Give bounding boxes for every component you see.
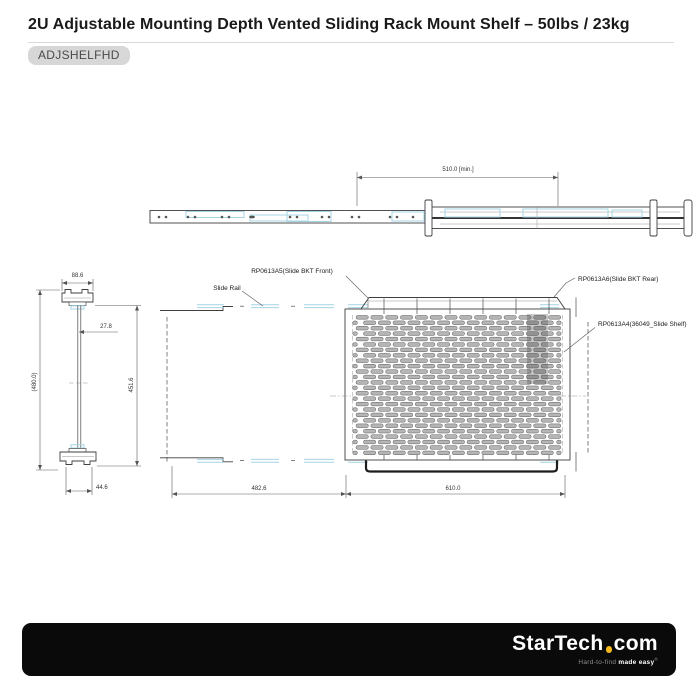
dim-mount-height: 451.6 [129,377,135,393]
tagline-bold: made easy [618,659,655,667]
sku-badge: ADJSHELFHD [28,46,130,65]
slide-rail-side-view [150,167,692,236]
tagline-gray: Hard-to-find [578,659,617,667]
slide-rail-label: Slide Rail [213,285,241,292]
dim-shelf-width: 610.0 [445,486,461,492]
dim-overall-height: (480.0) [32,372,38,392]
dim-rail-length: 482.6 [251,486,267,492]
rail-hidden-lines-top [197,305,559,308]
dim-hole-offset: 27.8 [100,324,112,330]
shelf-top-view [160,268,687,498]
dim-min-depth: 510.0 [min.] [442,167,474,173]
front-bracket [361,298,565,310]
tagline-mark: ® [654,656,658,662]
vent-dark-band [527,314,548,384]
dim-flange-width: 88.6 [71,273,84,279]
rear-bracket [366,461,557,472]
shelf-label: RP0613A4(36049_Slide Shelf) [598,321,687,328]
page-title: 2U Adjustable Mounting Depth Vented Sliding Rack Mount Shelf – 50lbs / 23kg [28,16,630,33]
startech-logo-bar [22,623,676,676]
bracket-side-view [32,273,141,495]
brand-name: StarTech [512,631,604,655]
startech-wordmark [512,633,658,654]
dim-foot-width: 44.6 [96,485,108,491]
rear-bracket-label: RP0613A6(Slide BKT Rear) [578,276,659,283]
brand-tld: com [613,631,658,655]
brand-dot-icon [606,646,613,653]
front-bracket-label: RP0613A5(Slide BKT Front) [251,268,333,275]
brand-tagline [578,657,658,666]
